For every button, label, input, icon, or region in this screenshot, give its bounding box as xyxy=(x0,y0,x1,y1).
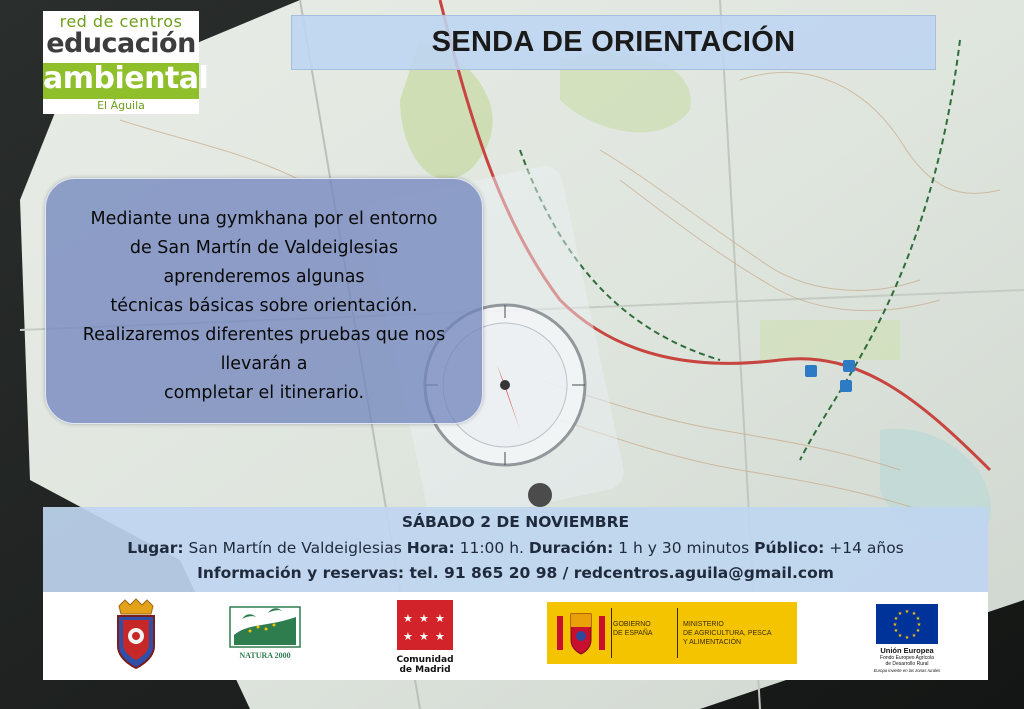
eu-line2: Fondo Europeo Agrícola xyxy=(880,655,934,661)
hora-value: 11:00 h. xyxy=(459,539,524,557)
svg-text:★: ★ xyxy=(911,611,917,617)
eu-line3: de Desarrollo Rural xyxy=(885,661,929,667)
natura-label: NATURA 2000 xyxy=(239,651,291,660)
cm-label-line1: Comunidad xyxy=(396,655,454,665)
svg-text:★: ★ xyxy=(911,633,917,639)
description-line: llevarán a xyxy=(220,354,308,374)
eu-flag-icon xyxy=(876,604,938,644)
duracion-label: Duración: xyxy=(528,539,614,557)
reservations-text: Información y reservas: tel. 91 865 20 98 / redcentros.aguila@gmail.com xyxy=(197,564,834,582)
svg-text:★: ★ xyxy=(435,612,445,625)
svg-text:★: ★ xyxy=(893,628,899,634)
description-line: de San Martín de Valdeiglesias xyxy=(129,238,399,258)
svg-text:★: ★ xyxy=(897,611,903,617)
gobierno-line2: DE ESPAÑA xyxy=(613,630,653,637)
description-line: Realizaremos diferentes pruebas que nos xyxy=(82,325,446,345)
cm-label-line2: de Madrid xyxy=(399,665,451,675)
ministerio-line1: MINISTERIO xyxy=(683,621,724,628)
eu-line1: Unión Europea xyxy=(880,646,934,655)
logo-text-red-de-centros: red de centros xyxy=(59,12,183,31)
comunidad-madrid-logo xyxy=(395,600,455,678)
natura-2000-logo xyxy=(228,605,302,663)
red-centros-logo xyxy=(43,11,209,114)
eu-line4: Europa invierte en las zonas rurales xyxy=(873,668,941,673)
logo-text-ambiental: ambiental xyxy=(43,61,209,96)
event-date-line xyxy=(43,513,988,531)
madrid-stars-icon xyxy=(395,600,455,650)
svg-text:★: ★ xyxy=(915,616,921,622)
natura-birds-icon xyxy=(228,605,302,649)
sponsor-logos-band xyxy=(43,592,988,680)
description-line: técnicas básicas sobre orientación. xyxy=(110,296,418,316)
duracion-value: 1 h y 30 minutos xyxy=(618,539,750,557)
description-line: completar el itinerario. xyxy=(163,383,365,403)
gob-divider-1 xyxy=(611,608,612,658)
description-line: aprenderemos algunas xyxy=(163,267,365,287)
publico-label: Público: xyxy=(754,539,825,557)
spain-coat-of-arms-icon xyxy=(557,610,605,656)
logo-text-el-aguila: El Águila xyxy=(97,99,145,112)
title-banner xyxy=(291,15,936,70)
san-martin-coat-of-arms-icon xyxy=(113,598,159,670)
event-date: SÁBADO 2 DE NOVIEMBRE xyxy=(401,513,630,531)
svg-text:★: ★ xyxy=(916,622,922,628)
lugar-label: Lugar: xyxy=(127,539,184,557)
event-info-band xyxy=(43,507,988,592)
svg-text:★: ★ xyxy=(892,622,898,628)
svg-text:★: ★ xyxy=(403,612,413,625)
svg-text:★: ★ xyxy=(419,630,429,643)
svg-text:★: ★ xyxy=(904,635,910,641)
svg-text:★: ★ xyxy=(897,633,903,639)
ministerio-line3: Y ALIMENTACIÓN xyxy=(683,639,742,646)
description-panel xyxy=(45,178,483,424)
ministerio-text xyxy=(683,620,772,647)
page-title: SENDA DE ORIENTACIÓN xyxy=(431,26,796,58)
gob-divider-2 xyxy=(677,608,678,658)
logo-text-educacion: educación xyxy=(46,28,196,59)
svg-text:★: ★ xyxy=(419,612,429,625)
gobierno-line1: GOBIERNO xyxy=(613,621,651,628)
union-europea-logo xyxy=(872,604,942,676)
gobierno-text xyxy=(613,620,653,638)
svg-text:★: ★ xyxy=(893,616,899,622)
event-details-line xyxy=(43,539,988,557)
lugar-value: San Martín de Valdeiglesias xyxy=(188,539,402,557)
gobierno-ministerio-logo xyxy=(547,602,797,664)
svg-text:★: ★ xyxy=(904,609,910,615)
hora-label: Hora: xyxy=(406,539,455,557)
ministerio-line2: DE AGRICULTURA, PESCA xyxy=(683,630,772,637)
description-line: Mediante una gymkhana por el entorno xyxy=(90,209,438,229)
publico-value: +14 años xyxy=(829,539,904,557)
svg-text:★: ★ xyxy=(915,628,921,634)
svg-text:★: ★ xyxy=(435,630,445,643)
description-text xyxy=(54,205,474,408)
svg-text:★: ★ xyxy=(403,630,413,643)
reservations-line xyxy=(43,564,988,582)
